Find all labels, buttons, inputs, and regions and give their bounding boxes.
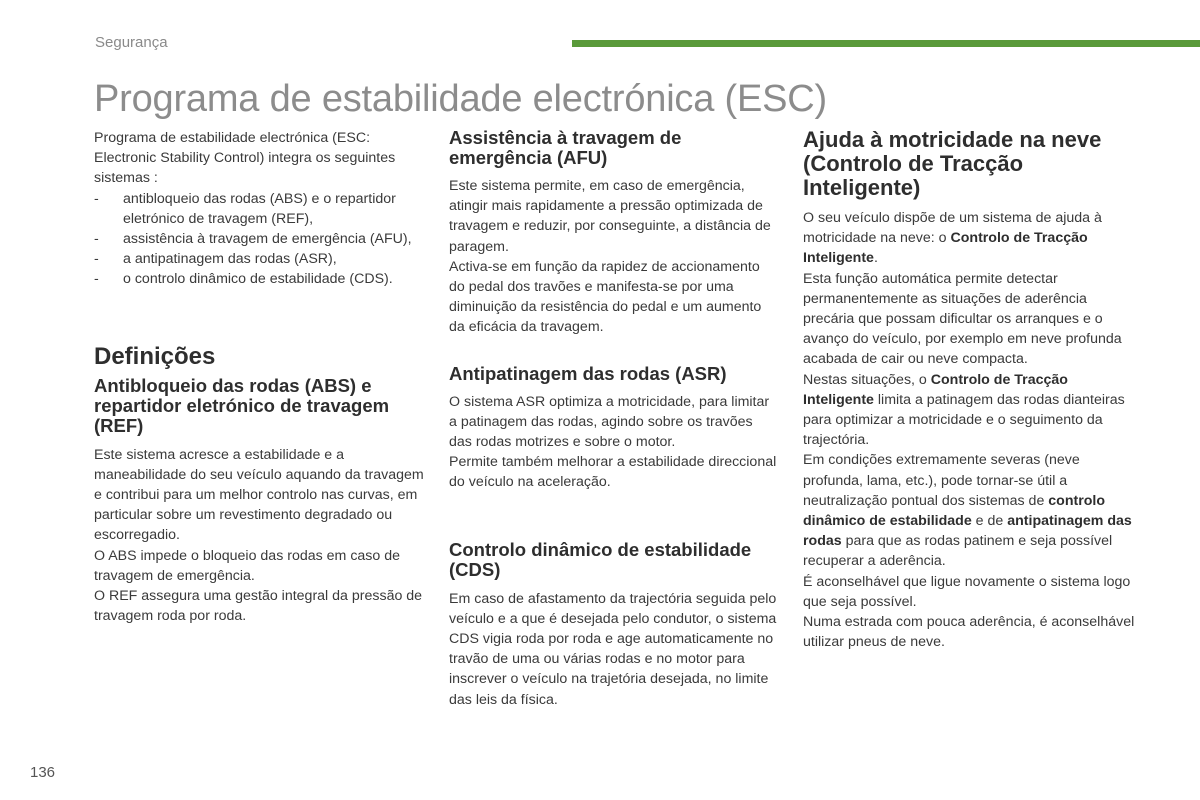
- asr-paragraph: O sistema ASR optimiza a motricidade, para limitar a patinagem das rodas, agindo sobre os travões das rodas motrizes e sobre o motor.: [449, 393, 770, 451]
- column-left: [94, 128, 434, 626]
- list-item: - assistência à travagem de emergência (AFU),: [94, 229, 434, 249]
- traction-paragraph: Esta função automática permite detectar permanentemente as situações de aderência precária que possam dificultar os arranques e o avanço do veículo, por exemplo em neve profunda acabada de cair ou neve compacta.: [803, 270, 1122, 368]
- asr-paragraph: Permite também melhorar a estabilidade direccional do veículo na aceleração.: [449, 454, 777, 491]
- abs-paragraph: Este sistema acresce a estabilidade e a maneabilidade do seu veículo aquando da travagem e contribui para um melhor controlo nas curvas, em particular sobre um revestimento degradado ou escorregadio.: [94, 446, 424, 544]
- afu-paragraph: Este sistema permite, em caso de emergência, atingir mais rapidamente a pressão optimizada de travagem e reduzir, por conseguinte, a distância de paragem.: [449, 178, 771, 255]
- header-accent-bar: [572, 40, 1200, 47]
- traction-heading: Ajuda à motricidade na neve (Controlo de Tracção Inteligente): [803, 127, 1102, 200]
- page-number: 136: [30, 764, 56, 781]
- intro-paragraph: Programa de estabilidade electrónica (ESC: Electronic Stability Control) integra os seguintes sistemas :: [94, 130, 396, 187]
- column-right: [803, 128, 1138, 652]
- abs-heading: Antibloqueio das rodas (ABS) e repartidor eletrónico de travagem (REF): [94, 374, 390, 436]
- afu-heading: Assistência à travagem de emergência (AFU): [449, 127, 682, 168]
- asr-heading: Antipatinagem das rodas (ASR): [449, 362, 727, 384]
- cds-paragraph: Em caso de afastamento da trajectória seguida pelo veículo e a que é desejada pelo condutor, o sistema CDS vigia roda por roda e age automaticamente no travão de uma ou várias rodas e no motor para inscrever o veículo na trajetória desejada, no limite das leis da física.: [449, 590, 777, 708]
- section-label: Segurança: [95, 34, 168, 51]
- page-title: Programa de estabilidade electrónica (ESC): [94, 78, 827, 120]
- cds-heading: Controlo dinâmico de estabilidade (CDS): [449, 538, 752, 580]
- abs-paragraph: O REF assegura uma gestão integral da pressão de travagem roda por roda.: [94, 588, 423, 625]
- traction-paragraph: Numa estrada com pouca aderência, é aconselhável utilizar pneus de neve.: [803, 614, 1135, 651]
- systems-list: [94, 189, 434, 290]
- list-item: - a antipatinagem das rodas (ASR),: [94, 249, 434, 269]
- column-middle: [449, 128, 779, 710]
- traction-paragraph: É aconselhável que ligue novamente o sistema logo que seja possível.: [803, 573, 1131, 610]
- list-item: - antibloqueio das rodas (ABS) e o repartidor eletrónico de travagem (REF),: [94, 189, 434, 229]
- traction-paragraph: Em condições extremamente severas (neve profunda, lama, etc.), pode tornar-se útil a neutralização pontual dos sistemas de controlo dinâmico de estabilidade e de antipatinagem das rodas para que as rodas patinem e seja possível recuperar a aderência.: [803, 452, 1132, 570]
- definitions-heading: Definições: [94, 342, 216, 370]
- afu-paragraph: Activa-se em função da rapidez de accionamento do pedal dos travões e manifesta-se por uma diminuição da resistência do pedal e um aumento da eficácia da travagem.: [449, 258, 762, 336]
- traction-paragraph: O seu veículo dispõe de um sistema de ajuda à motricidade na neve: o Controlo de Tracção Inteligente.: [803, 210, 1102, 267]
- abs-paragraph: O ABS impede o bloqueio das rodas em caso de travagem de emergência.: [94, 547, 401, 584]
- traction-paragraph: Nestas situações, o Controlo de Tracção Inteligente limita a patinagem das rodas dianteiras para optimizar a motricidade e o seguimento da trajectória.: [803, 371, 1125, 449]
- list-item: - o controlo dinâmico de estabilidade (CDS).: [94, 269, 434, 289]
